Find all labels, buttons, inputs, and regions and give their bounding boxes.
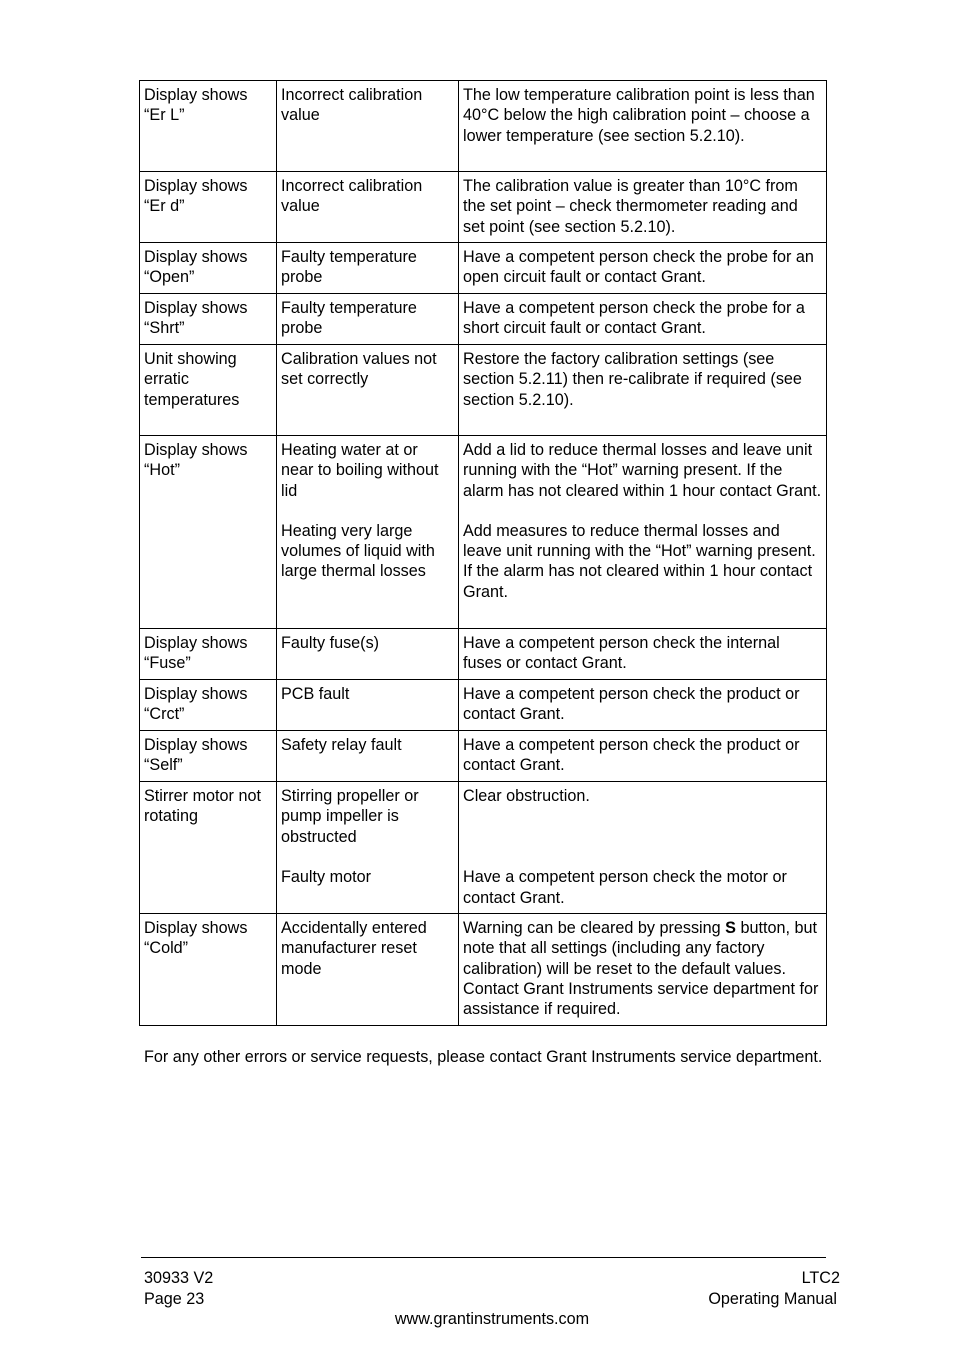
symptom-cell: Display shows “Crct” [140, 680, 277, 731]
cause-cell: Faulty temperature probe [277, 243, 459, 294]
product-name: LTC2 [801, 1269, 840, 1287]
symptom-cell: Unit showing erratic temperatures [140, 345, 277, 436]
s-button-label: S [725, 919, 736, 937]
cause-cell [277, 782, 459, 914]
symptom-cell: Display shows “Open” [140, 243, 277, 294]
symptom-cell: Display shows “Shrt” [140, 294, 277, 345]
table-row [140, 782, 827, 914]
cause-text: Heating very large volumes of liquid with large thermal losses [281, 521, 435, 581]
remedy-cell: Restore the factory calibration settings (see section 5.2.11) then re-calibrate if required (see section 5.2.10). [459, 345, 827, 436]
remedy-text: Warning can be cleared by pressing [463, 919, 726, 937]
table-row [140, 345, 827, 436]
table-row [140, 629, 827, 680]
table-row [140, 294, 827, 345]
cause-cell: Faulty fuse(s) [277, 629, 459, 680]
remedy-cell [459, 782, 827, 914]
table-row [140, 81, 827, 172]
table-row [140, 172, 827, 243]
table-row [140, 680, 827, 731]
remedy-cell: Have a competent person check the product or contact Grant. [459, 731, 827, 782]
remedy-cell [459, 914, 827, 1026]
symptom-cell: Display shows “Er d” [140, 172, 277, 243]
cause-cell: Accidentally entered manufacturer reset mode [277, 914, 459, 1026]
remedy-cell: The calibration value is greater than 10°C from the set point – check thermometer reading and set point (see section 5.2.10). [459, 172, 827, 243]
cause-cell: Faulty temperature probe [277, 294, 459, 345]
cause-text: Heating water at or near to boiling without lid [281, 441, 439, 500]
cause-text: Faulty motor [281, 867, 371, 886]
table-row [140, 914, 827, 1026]
remedy-cell: Have a competent person check the probe for a short circuit fault or contact Grant. [459, 294, 827, 345]
website-link[interactable]: www.grantinstruments.com [394, 1310, 590, 1328]
table-row [140, 731, 827, 782]
table-row [140, 436, 827, 629]
cause-cell: Incorrect calibration value [277, 172, 459, 243]
cause-cell: Safety relay fault [277, 731, 459, 782]
remedy-cell: Have a competent person check the internal fuses or contact Grant. [459, 629, 827, 680]
cause-cell: PCB fault [277, 680, 459, 731]
remedy-text: Clear obstruction. [463, 787, 590, 805]
cause-cell: Calibration values not set correctly [277, 345, 459, 436]
remedy-cell [459, 436, 827, 629]
cause-text: Stirring propeller or pump impeller is obstructed [281, 787, 419, 846]
table-row [140, 243, 827, 294]
symptom-cell: Display shows “Er L” [140, 81, 277, 172]
remedy-cell: The low temperature calibration point is less than 40°C below the high calibration point – choose a lower temperature (see section 5.2.10). [459, 81, 827, 172]
document-id: 30933 V2 [144, 1269, 214, 1287]
remedy-text: button, but note that all settings (including any factory calibration) will be reset to the default values. Contact Grant Instruments service department for assistance if required. [463, 919, 819, 1019]
remedy-cell: Have a competent person check the probe for an open circuit fault or contact Grant. [459, 243, 827, 294]
remedy-text: Have a competent person check the motor or contact Grant. [463, 868, 787, 907]
remedy-spacer [463, 806, 822, 867]
remedy-text: Add measures to reduce thermal losses and leave unit running with the “Hot” warning present. If the alarm has not cleared within 1 hour contact Grant. [463, 521, 816, 601]
troubleshooting-table [139, 80, 827, 1026]
symptom-cell: Display shows “Self” [140, 731, 277, 782]
page-number: Page 23 [144, 1290, 205, 1308]
closing-note: For any other errors or service requests, please contact Grant Instruments service department. [144, 1048, 823, 1066]
manual-title: Operating Manual [708, 1290, 837, 1308]
cause-cell [277, 436, 459, 629]
remedy-text: Add a lid to reduce thermal losses and leave unit running with the “Hot” warning present. If the alarm has not cleared within 1 hour contact Grant. [463, 441, 822, 500]
symptom-cell: Stirrer motor not rotating [140, 782, 277, 914]
symptom-cell: Display shows “Cold” [140, 914, 277, 1026]
remedy-cell: Have a competent person check the product or contact Grant. [459, 680, 827, 731]
symptom-cell: Display shows “Fuse” [140, 629, 277, 680]
cause-cell: Incorrect calibration value [277, 81, 459, 172]
symptom-cell: Display shows “Hot” [140, 436, 277, 629]
footer-divider [141, 1257, 826, 1258]
